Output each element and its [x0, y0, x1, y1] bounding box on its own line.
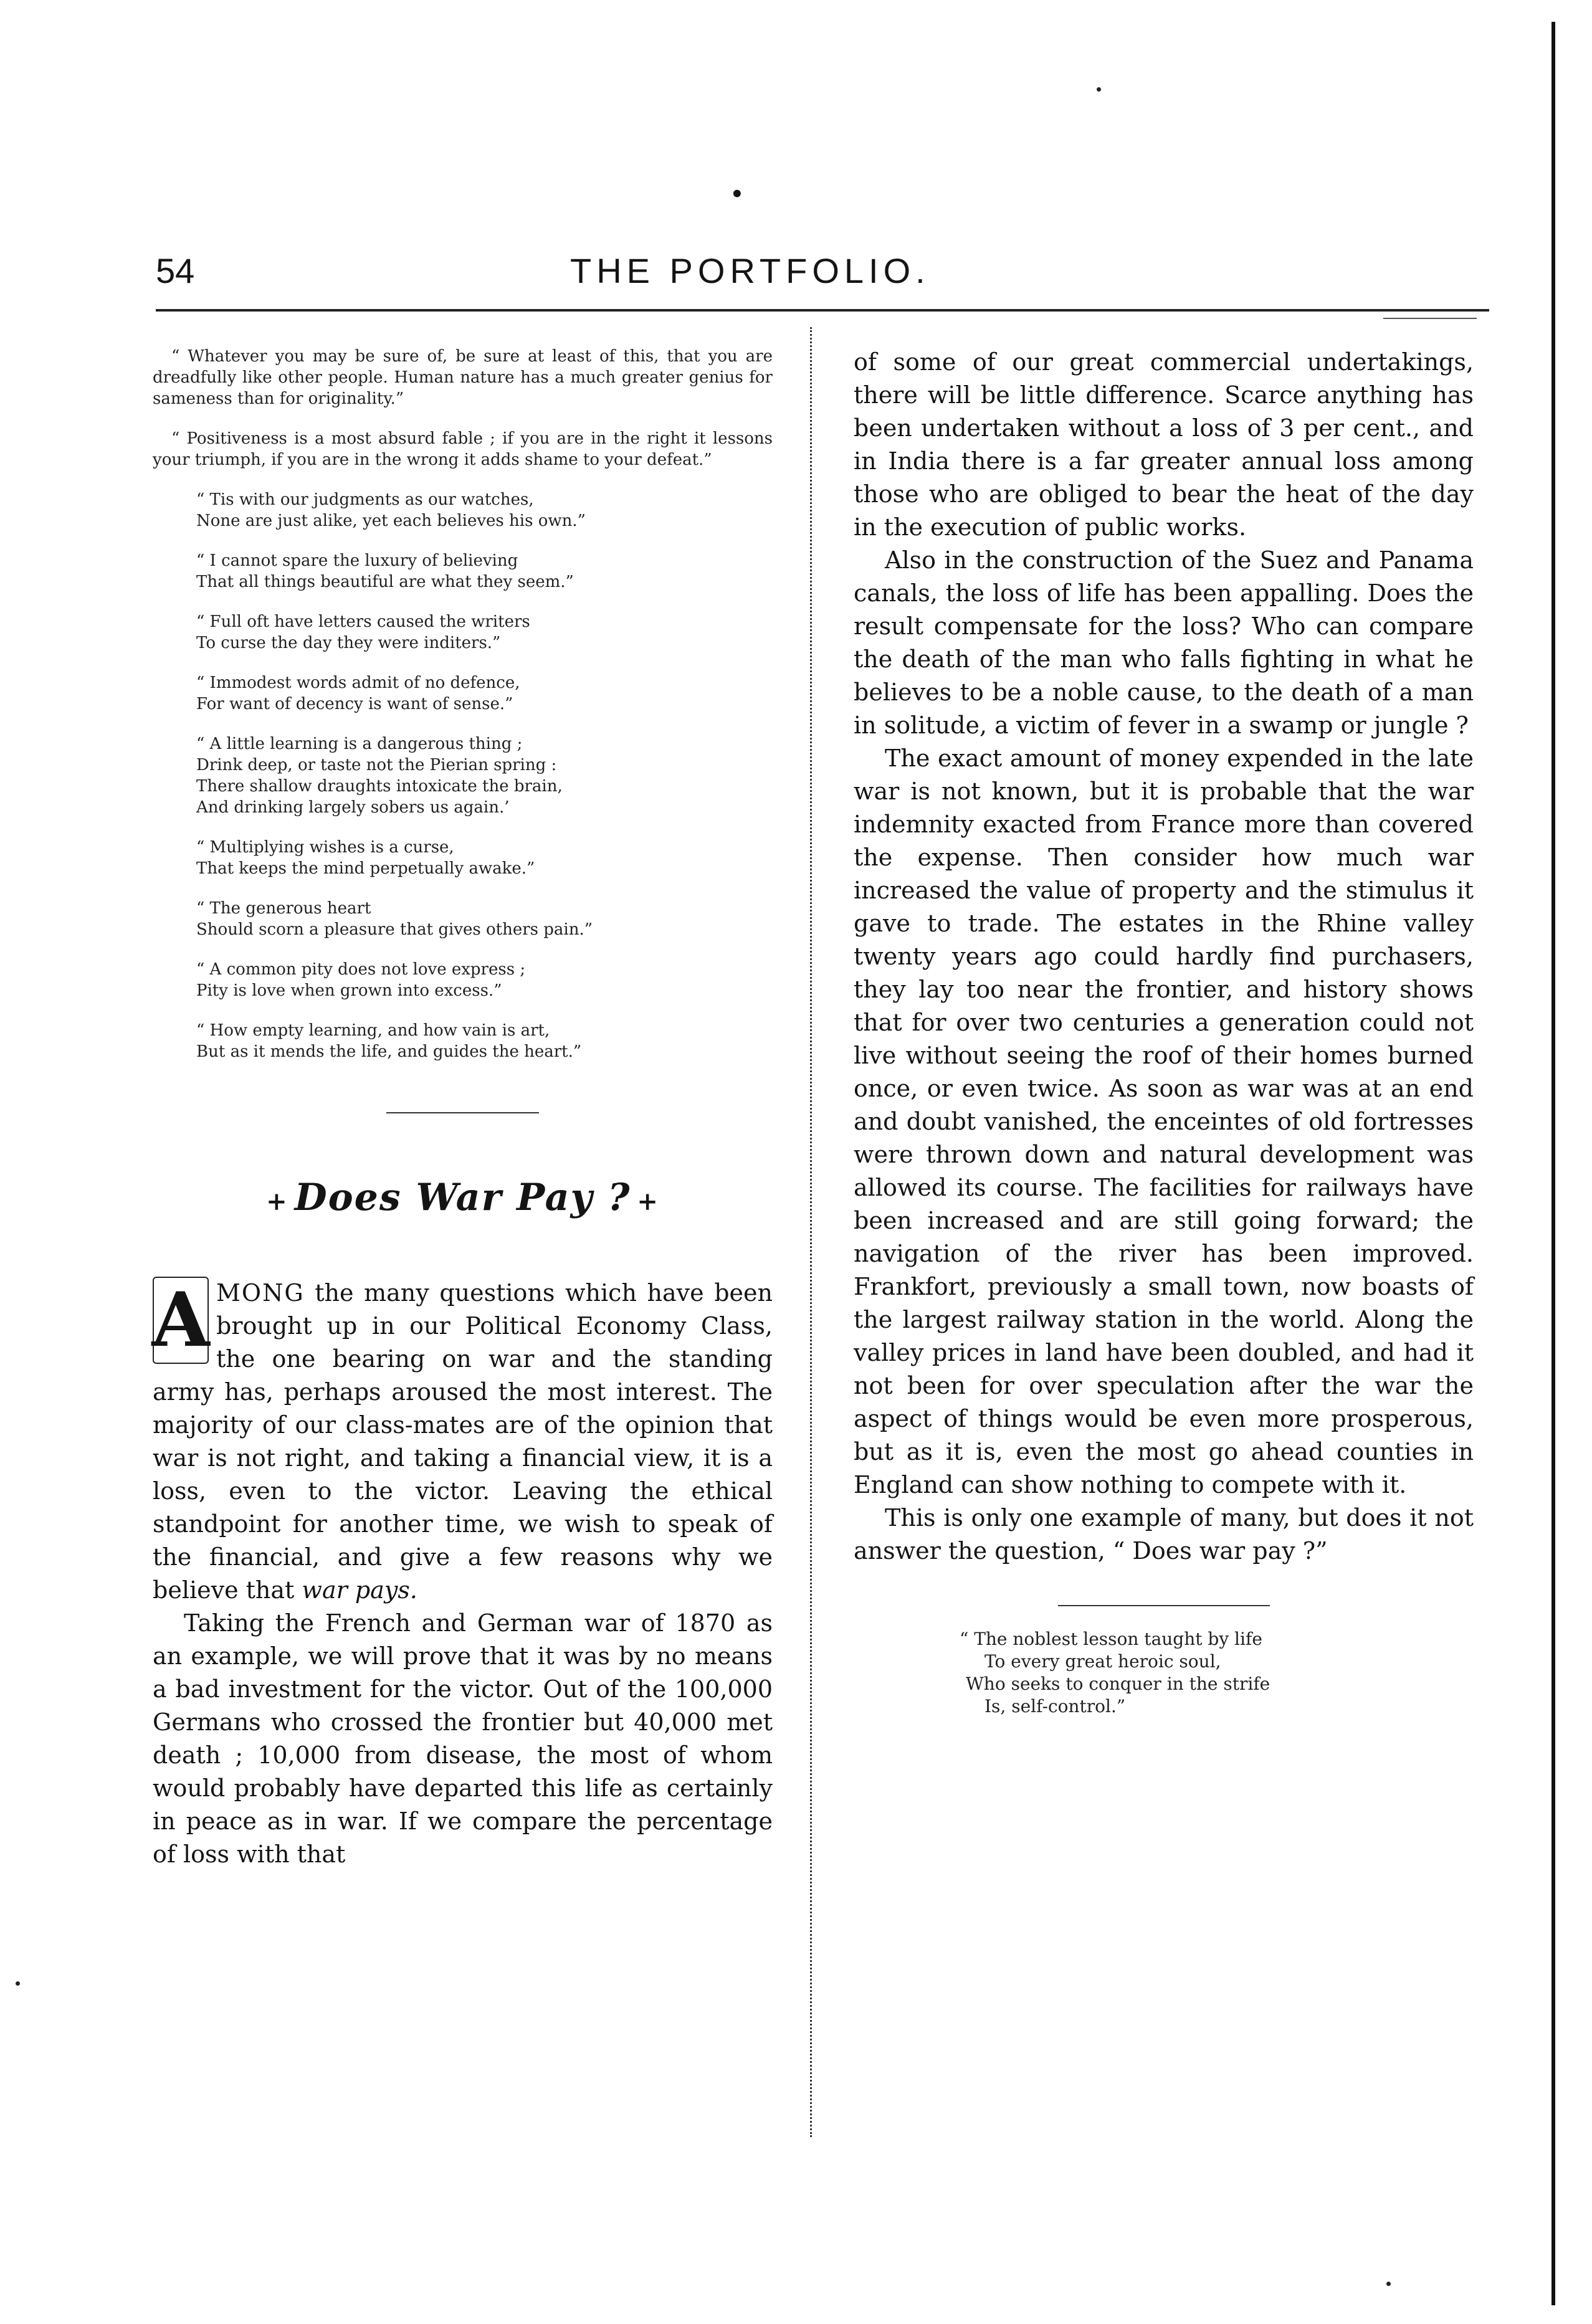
verse-line: There shallow draughts intoxicate the brain,	[196, 777, 563, 796]
verse-line: Is, self-control.”	[984, 1696, 1126, 1717]
section-divider	[386, 1112, 539, 1113]
verse-line: “ The generous heart	[196, 899, 371, 918]
verse-line: That keeps the mind perpetually awake.”	[196, 859, 535, 878]
quote-verse	[153, 672, 773, 715]
quote-verse	[153, 837, 773, 879]
article-title-text: Does War Pay ?	[294, 1176, 631, 1219]
article-paragraph: This is only one example of many, but does it not answer the question, “ Does war pay ?”	[854, 1504, 1474, 1564]
verse-line: “ How empty learning, and how vain is art,	[196, 1021, 550, 1040]
print-speck	[1097, 87, 1101, 92]
verse-line: Who seeks to conquer in the strife	[966, 1674, 1270, 1694]
page-number: 54	[156, 251, 195, 290]
quote-verse	[153, 733, 773, 818]
quote-verse	[153, 611, 773, 654]
title-ornament: +	[637, 1187, 659, 1216]
opening-word: MONG	[216, 1279, 305, 1307]
print-speck	[1386, 2282, 1391, 2286]
verse-line: For want of decency is want of sense.”	[196, 695, 513, 713]
header-rule-fragment	[1383, 318, 1477, 319]
verse-line: “ Tis with our judgments as our watches,	[196, 490, 534, 509]
verse-line: To curse the day they were inditers.”	[196, 634, 501, 652]
verse-line: To every great heroic soul,	[984, 1651, 1221, 1672]
verse-line: “ A common pity does not love express ;	[196, 960, 526, 979]
quote-verse	[153, 959, 773, 1001]
emphasis-text: war pays.	[302, 1576, 417, 1604]
article-paragraph: of some of our great commercial undertakings, there will be little difference. Scarce anything has been undertaken without a loss of 3 per cent., and in India there is a far greater annual loss among those who are obliged to bear the heat of the day in the execution of public works.	[854, 348, 1474, 541]
quote-prose: “ Whatever you may be sure of, be sure at least of this, that you are dreadfully like other people. Human nature has a much greater genius for sameness than for originality.”	[153, 347, 773, 408]
running-title: THE PORTFOLIO.	[570, 251, 930, 290]
closing-verse	[854, 1628, 1474, 1718]
verse-line: “ Multiplying wishes is a curse,	[196, 838, 454, 857]
article-paragraph: Taking the French and German war of 1870 as an example, we will prove that it was by no means a bad investment for the victor. Out of the 100,000 Germans who crossed the frontier but 40,000 met death ; 10,000 from disease, the most of whom would probably have departed this life as certainly in peace as in war. If we compare the percentage of loss with that	[153, 1609, 773, 1868]
quote-prose: “ Positiveness is a most absurd fable ; if you are in the right it lessons your triumph, if you are in the wrong it adds shame to your defeat.”	[153, 429, 773, 469]
header-rule	[156, 309, 1489, 312]
verse-line: None are just alike, yet each believes his own.”	[196, 512, 586, 530]
section-divider	[1058, 1605, 1270, 1606]
header-ornament: •	[730, 182, 744, 207]
title-ornament: +	[266, 1187, 288, 1216]
article-paragraph: The exact amount of money expended in the late war is not known, but it is probable that the war indemnity exacted from France more than covered the expense. Then consider how much war increased the value of property and the stimulus it gave to trade. The estates in the Rhine valley twenty years ago could hardly find purchasers, they lay too near the frontier, and history shows that for over two centuries a generation could not live without seeing the roof of their homes burned once, or even twice. As soon as war was at an end and doubt vanished, the enceintes of old fortresses were thrown down and natural development was allowed its course. The facilities for railways have been increased and are still going forward; the navigation of the river has been improved. Frankfort, previously a small town, now boasts of the largest railway station in the world. Along the valley prices in land have been doubled, and had it not been for over speculation after the war the aspect of things would be even more prosperous, but as it is, even the most go ahead counties in England can show nothing to compete with it.	[854, 745, 1474, 1498]
column-divider	[810, 327, 812, 2137]
verse-line: And drinking largely sobers us again.’	[196, 798, 510, 817]
verse-line: That all things beautiful are what they seem.”	[196, 573, 574, 591]
verse-line: Drink deep, or taste not the Pierian spring :	[196, 756, 557, 774]
drop-cap: A	[151, 1276, 210, 1364]
left-column	[153, 346, 773, 1871]
verse-line: “ I cannot spare the luxury of believing	[196, 551, 518, 570]
page-edge-rule	[1551, 22, 1555, 2305]
article-paragraph: Also in the construction of the Suez and Panama canals, the loss of life has been appalling. Does the result compensate for the loss? Who can compare the death of the man who falls fighting in what he believes to be a noble cause, to the death of a man in solitude, a victim of fever in a swamp or jungle ?	[854, 546, 1474, 739]
print-speck	[16, 1981, 20, 1986]
quote-verse	[153, 1020, 773, 1062]
quote-verse	[153, 550, 773, 593]
verse-line: Should scorn a pleasure that gives others pain.”	[196, 920, 593, 939]
quote-verse	[153, 489, 773, 531]
verse-line: But as it mends the life, and guides the heart.”	[196, 1042, 582, 1061]
quote-verse	[153, 898, 773, 940]
article-paragraph	[153, 1277, 773, 1607]
verse-line: “ Immodest words admit of no defence,	[196, 674, 520, 692]
verse-line: “ The noblest lesson taught by life	[960, 1629, 1262, 1649]
verse-line: Pity is love when grown into excess.”	[196, 981, 502, 1000]
right-column	[854, 346, 1474, 1718]
verse-line: “ Full oft have letters caused the writers	[196, 612, 530, 631]
paragraph-text: the many questions which have been brought up in our Political Economy Class, the one bearing on war and the standing army has, perhaps aroused the most interest. The majority of our class-mates are of the opinion that war is not right, and taking a financial view, it is a loss, even to the victor. Leaving the ethical standpoint for another time, we wish to speak of the financial, and give a few reasons why we believe that	[153, 1279, 773, 1604]
verse-line: “ A little learning is a dangerous thing ;	[196, 735, 523, 753]
article-title	[153, 1173, 773, 1227]
